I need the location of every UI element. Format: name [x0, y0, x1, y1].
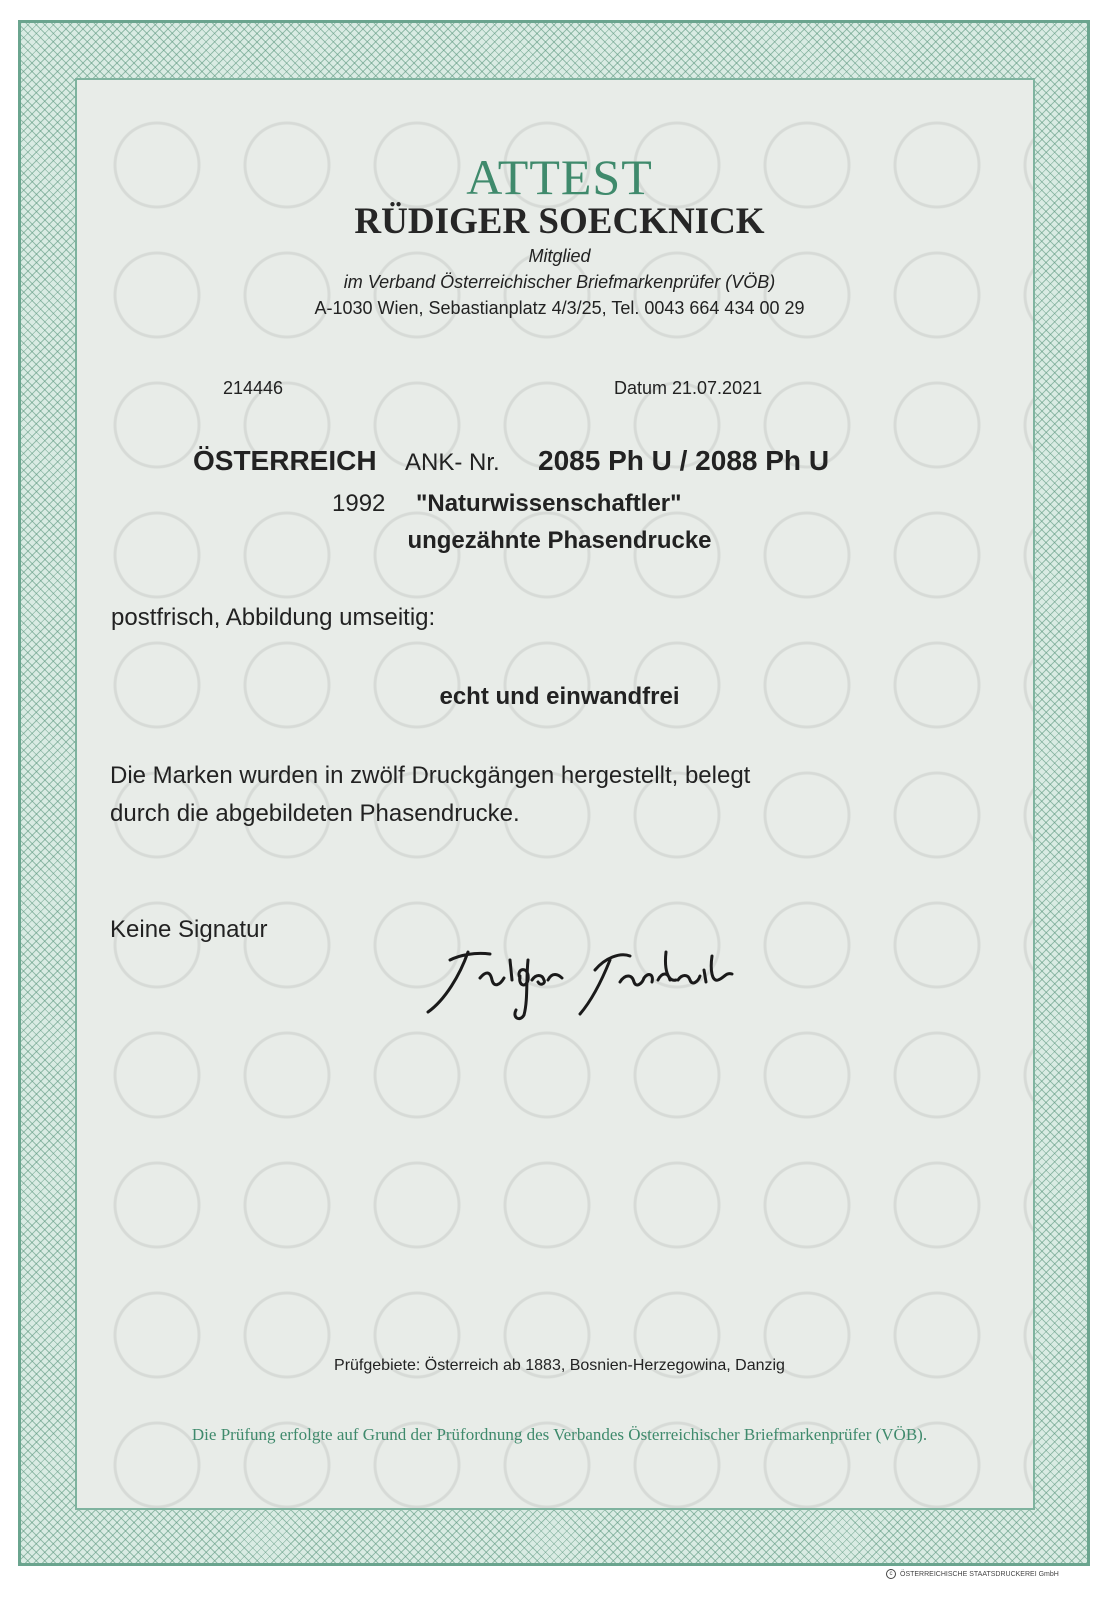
issue-year: 1992 — [332, 490, 386, 517]
examination-fields: Prüfgebiete: Österreich ab 1883, Bosnien-Herzegowina, Danzig — [334, 1357, 785, 1374]
examination-basis: Die Prüfung erfolgte auf Grund der Prüfordnung des Verbandes Österreichischer Briefmarkenprüfer (VÖB). — [191, 1425, 928, 1444]
catalog-label: ANK- Nr. — [405, 449, 500, 476]
copyright-icon: c — [886, 1569, 896, 1579]
condition-text: postfrisch, Abbildung umseitig: — [111, 604, 436, 631]
certificate-number: 214446 — [223, 378, 284, 398]
membership-label: Mitglied — [528, 246, 591, 266]
examiner-address: A-1030 Wien, Sebastianplatz 4/3/25, Tel. 0043 664 434 00 29 — [314, 298, 805, 318]
certificate-title: ATTEST — [466, 149, 653, 205]
handwritten-signature — [420, 930, 750, 1025]
printer-imprint — [886, 1569, 1059, 1579]
signature-note: Keine Signatur — [110, 916, 268, 943]
catalog-numbers: 2085 Ph U / 2088 Ph U — [538, 445, 830, 476]
remark-line-1: Die Marken wurden in zwölf Druckgängen hergestellt, belegt — [110, 762, 751, 789]
series-name: "Naturwissenschaftler" — [416, 490, 682, 517]
printer-name: ÖSTERREICHISCHE STAATSDRUCKEREI GmbH — [900, 1570, 1059, 1578]
certificate-date: Datum 21.07.2021 — [614, 378, 763, 398]
remark-line-2: durch die abgebildeten Phasendrucke. — [110, 800, 520, 827]
examiner-name: RÜDIGER SOECKNICK — [354, 201, 765, 242]
item-description: ungezähnte Phasendrucke — [407, 527, 712, 554]
association-name: im Verband Österreichischer Briefmarkenprüfer (VÖB) — [343, 272, 776, 292]
verdict-text: echt und einwandfrei — [439, 683, 680, 710]
country-label: ÖSTERREICH — [193, 445, 377, 476]
